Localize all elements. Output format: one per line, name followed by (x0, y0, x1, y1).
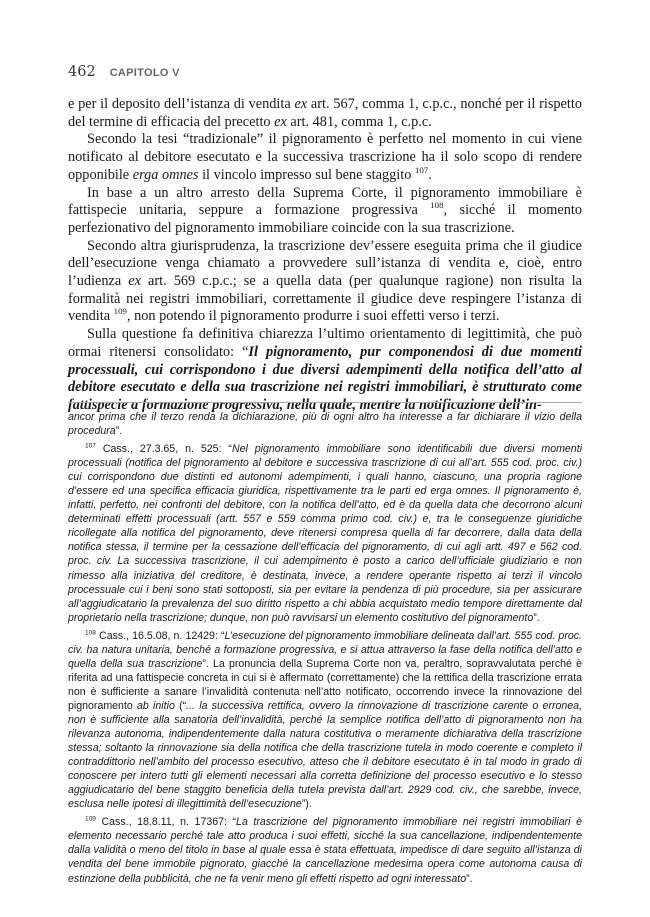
italic-text: ex (274, 113, 287, 130)
italic-text: ... la successiva rettifica, ovvero la rinnovazione di trascrizione carente o erronea, non è sufficiente alla sanatoria dell’invalidità, perché la semplice notifica dell’atto di pignoramento non ha rilevanza autonoma, indipendentemente dalla natura costitutiva o meramente dichiarativa della trascrizione stessa; soltanto la rinnovazione sia della notifica che della trascrizione tutela in modo coerente e completo il contraddittorio nell’ambito del processo esecutivo, atteso che il debitore esecutato è in tal modo in grado di conoscere per intero tutti gli elementi necessari alla corretta definizione del processo esecutivo e lo stesso aggiudicatario del bene staggito beneficia della tutela prevista dall’art. 2929 cod. civ., che sarebbe, invece, esclusa nelle ipotesi di illegittimità dell’esecuzione (68, 699, 583, 811)
text-run: . (428, 166, 432, 183)
text-run: ”). (301, 798, 312, 811)
text-run: art. 481, comma 1, c.p.c. (286, 113, 432, 130)
paragraph-1 (68, 96, 582, 131)
paragraph-2 (68, 131, 582, 184)
text-run: ”. (115, 425, 123, 438)
footnote-ref: 109 (113, 306, 127, 317)
footnote-divider (68, 402, 582, 403)
text-run: Sulla questione fa definitiva chiarezza l’ultimo orientamento di legittimità, che può ormai ritenersi consolidato: “ (68, 326, 582, 360)
text-run: ”. La pronuncia della Suprema Corte non va, peraltro, sopravvalutata perché è riferita ad una fattispecie concreta in cui si è affermato (correttamente) che la rettifica della trascrizione errata non è sufficiente a sanare l’invalidità contenuta nell’atto notificato, occorrendo invece la rinnovazione del pignoramento (68, 657, 582, 712)
footnote-109 (68, 815, 582, 885)
bold-italic-quote: Il pignoramento, pur componendosi di due momenti processuali, cui corrispondono i due diversi adempimenti della notifica dell’atto al debitore esecutato e della sua trascrizione nei registri immobiliari, è strutturato come fattispecie a formazione progressiva, nella quale, mentre la notificazione dell’in- (68, 343, 582, 413)
text-run: ”. (466, 872, 473, 885)
italic-text: ex (128, 273, 141, 290)
footnote-ref: 108 (430, 200, 444, 211)
text-run: Cass., 27.3.65, n. 525: “ (95, 443, 232, 456)
italic-text: Nel pignoramento immobiliare sono identificabili due diversi momenti processuali (notifica del pignoramento al debitore e successiva trascrizione di cui all’art. 555 cod. proc. civ.) cui corrispondono due distinti ed autonomi adempimenti, i quali hanno, ciascuno, una propria ragione d’essere ed una specifica efficacia giuridica, rispettivamente tra le parti ed erga omnes. Il pignoramento è, infatti, perfetto, nei confronti del debitore, con la notifica dell’atto, ed è da quella data che decorrono alcuni determinati effetti processuali (artt. 557 e 559 comma primo cod. civ.) e, tra le conseguenze giuridiche ricollegate alla notifica del pignoramento, deve ritenersi compresa quella di far decorrere, dalla data della notifica stessa, il termine per la cessazione dell’efficacia del pignoramento, di cui agli artt. 497 e 562 cod. proc. civ. La successiva trascrizione, il cui adempimento è posto a carico dell’ufficiale giudiziario e non rimesso alla iniziativa del creditore, è destinata, invece, a rendere operante rispetto ai terzi il vincolo processuale cui i beni sono stati sottoposti, sia per evitare la pendenza di più procedure, sia per assicurare all’aggiudicatario la prevalenza del suo diritto rispetto a chi abbia acquistato medio tempore direttamente dal proprietario nella trascrizione; dunque, non può ravvisarsi un elemento costitutivo del pignoramento (68, 443, 582, 624)
italic-text: L’esecuzione del pignoramento immobiliare delineata dall’art. 555 cod. proc. civ. ha natura unitaria, benché a formazione progressiva, e si attua attraverso la fase della notifica dell’atto e quella della sua trascrizione (68, 629, 582, 670)
footnote-ref: 107 (85, 442, 96, 450)
footnote-ref: 109 (85, 815, 96, 823)
running-header (68, 64, 180, 80)
italic-text: ancor prima che il terzo renda la dichiarazione, più di ogni altro ha interesse a far dichiarare il vizio della procedura (68, 411, 582, 438)
text-run: e per il deposito dell’istanza di vendita (68, 96, 295, 112)
text-run: il vincolo impresso sul bene staggito (198, 166, 415, 183)
italic-text: erga omnes (132, 166, 199, 183)
italic-text: ex (294, 96, 308, 112)
text-run: In base a un altro arresto della Suprema Corte, il pignoramento immobiliare è fattispecie unitaria, seppure a formazione progressiva (68, 184, 582, 219)
text-run: , sicché il momento perfezionativo del pignoramento immobiliare coincide con la sua trascrizione. (68, 202, 582, 236)
italic-text: La trascrizione del pignoramento immobiliare nei registri immobiliari è elemento necessario perché tale atto produca i suoi effetti, sicché la sua cancellazione, indipendentemente dalla validità o meno del titolo in base al quale essa è stata effettuata, impedisce di dare seguito all’istanza di vendita del bene immobile pignorato, giacché la cancellazione medesima opera come autonoma causa di estinzione della pubblicità, che ne fa venir meno gli effetti rispetto ad ogni interessato (68, 816, 582, 885)
text-run: Secondo la tesi “tradizionale” il pignoramento è perfetto nel momento in cui viene notificato al debitore esecutato e la successiva trascrizione ha il solo scopo di rendere opponibile (68, 131, 582, 183)
text-run: Cass., 18.8.11, n. 17367: “ (95, 816, 237, 829)
text-run: , non potendo il pignoramento produrre i suoi effetti verso i terzi. (126, 308, 500, 325)
page-number: 462 (68, 64, 96, 80)
text-run: Secondo altra giurisprudenza, la trascrizione dev’essere eseguita prima che il giudice dell’esecuzione venga chiamato a provvedere sull’istanza di vendita e, cioè, entro l’udienza (68, 237, 582, 290)
footnote-108 (68, 629, 582, 812)
footnote-continuation (68, 410, 582, 438)
chapter-title: CAPITOLO V (109, 67, 180, 79)
paragraph-4 (68, 238, 582, 327)
footnote-ref: 108 (85, 629, 96, 637)
footnote-107 (68, 442, 582, 625)
footnote-ref: 107 (414, 165, 429, 176)
text-run: ”. (533, 611, 540, 624)
main-text (68, 96, 582, 415)
text-run: Cass., 16.5.08, n. 12429: “ (95, 629, 225, 642)
text-run: art. 569 c.p.c.; se a quella data (per qualunque ragione) non risulta la formalità nei registri immobiliari, correttamente il giudice deve respingere l’istanza di vendita (68, 273, 583, 325)
paragraph-3 (68, 185, 582, 238)
text-run: (“ (174, 699, 187, 712)
italic-text: ab initio (137, 699, 175, 712)
footnotes (68, 410, 582, 886)
text-run: art. 567, comma 1, c.p.c., nonché per il rispetto del termine di efficacia del precetto (68, 96, 582, 130)
